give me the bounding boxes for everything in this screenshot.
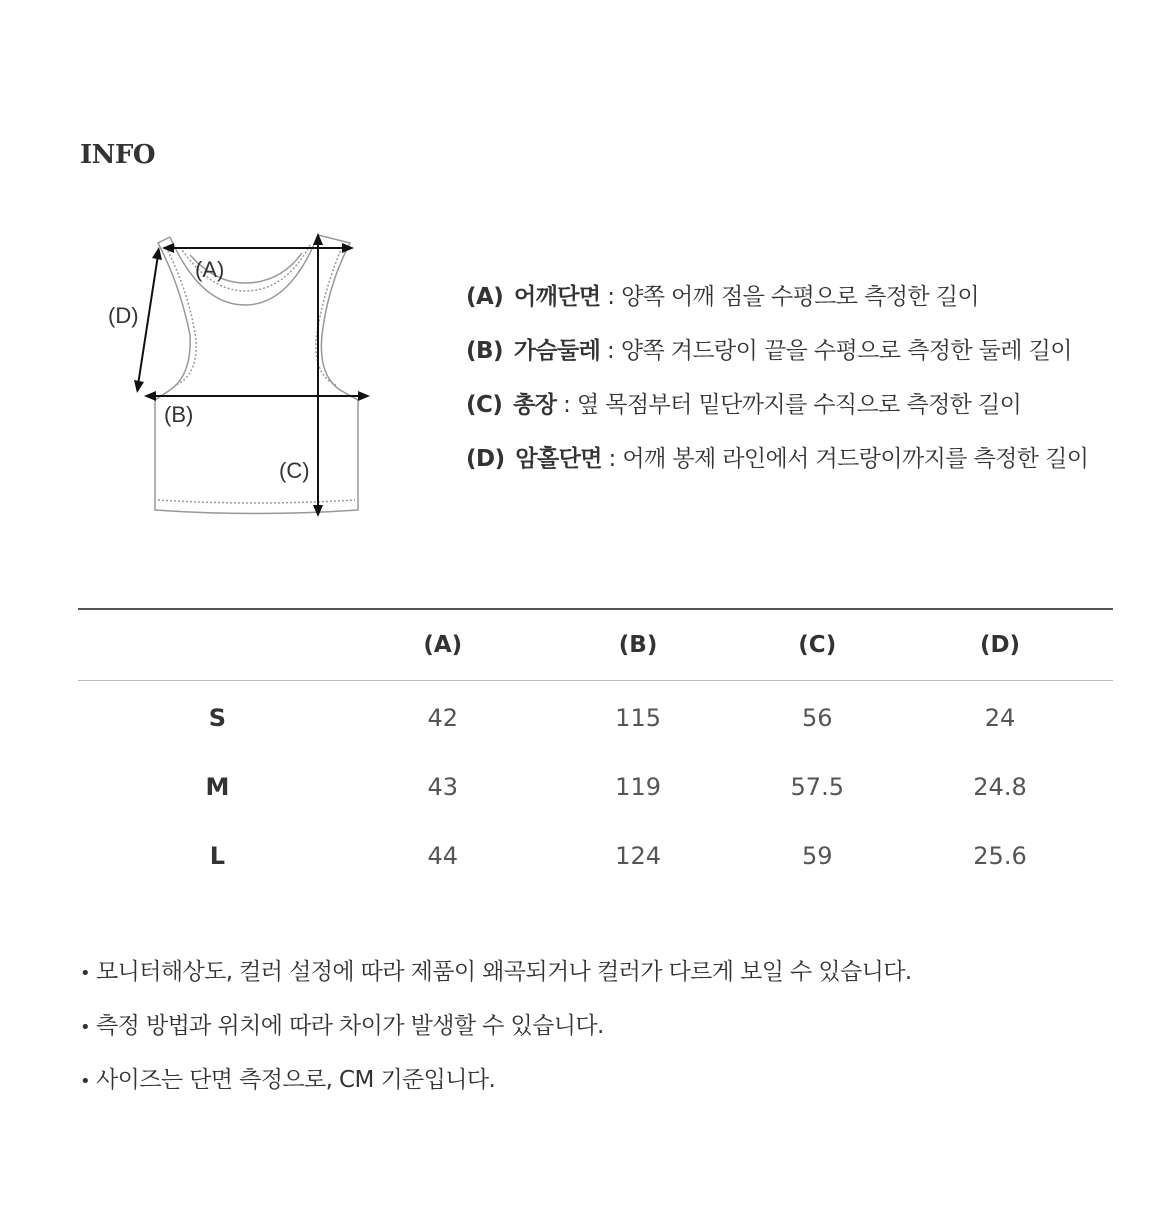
legend-key: (D) xyxy=(466,446,505,472)
header-b: (B) xyxy=(529,609,748,681)
note-item xyxy=(80,1004,1120,1058)
note-text: 측정 방법과 위치에 따라 차이가 발생할 수 있습니다. xyxy=(96,1013,604,1039)
value-cell-c: 56 xyxy=(801,703,833,732)
measurement-legend xyxy=(466,280,1146,496)
value-cell-b: 115 xyxy=(615,703,661,732)
info-title: INFO xyxy=(80,140,156,170)
value-cell-a: 44 xyxy=(427,841,459,870)
legend-label: 총장 xyxy=(513,392,557,418)
legend-description: : 양쪽 어깨 점을 수평으로 측정한 길이 xyxy=(607,284,979,310)
legend-label: 가슴둘레 xyxy=(513,338,601,364)
size-cell: S xyxy=(208,703,227,732)
value-cell-c: 57.5 xyxy=(790,772,844,801)
size-table-container xyxy=(78,608,1113,890)
diagram-label-c: (C) xyxy=(279,458,310,483)
legend-item-d xyxy=(466,442,1146,496)
measure-arrows xyxy=(134,233,370,517)
size-cell: M xyxy=(205,772,230,801)
value-cell-b: 119 xyxy=(615,772,661,801)
size-cell: L xyxy=(209,841,226,870)
bullet-icon: • xyxy=(80,1071,91,1092)
note-text: 사이즈는 단면 측정으로, CM 기준입니다. xyxy=(96,1067,496,1093)
diagram-label-a: (A) xyxy=(195,257,225,282)
note-text: 모니터해상도, 컬러 설정에 따라 제품이 왜곡되거나 컬러가 다르게 보일 수 있습니다. xyxy=(96,959,912,985)
legend-description: : 양쪽 겨드랑이 끝을 수평으로 측정한 둘레 길이 xyxy=(606,338,1072,364)
bullet-icon: • xyxy=(80,963,91,984)
legend-description: : 옆 목점부터 밑단까지를 수직으로 측정한 길이 xyxy=(563,392,1022,418)
value-cell-c: 59 xyxy=(801,841,833,870)
value-cell-a: 43 xyxy=(427,772,459,801)
header-d: (D) xyxy=(887,609,1113,681)
legend-description: : 어깨 봉제 라인에서 겨드랑이까지를 측정한 길이 xyxy=(608,446,1089,472)
table-row xyxy=(78,821,1113,890)
table-row xyxy=(78,752,1113,821)
header-size xyxy=(78,609,357,681)
diagram-label-b: (B) xyxy=(164,402,194,427)
value-cell-b: 124 xyxy=(615,841,661,870)
value-cell-d: 24 xyxy=(984,703,1016,732)
garment-measurement-diagram xyxy=(100,225,390,525)
header-a: (A) xyxy=(357,609,529,681)
legend-key: (C) xyxy=(466,392,503,418)
bullet-icon: • xyxy=(80,1017,91,1038)
legend-item-c xyxy=(466,388,1146,442)
legend-key: (A) xyxy=(466,284,504,310)
legend-item-a xyxy=(466,280,1146,334)
value-cell-d: 25.6 xyxy=(973,841,1027,870)
value-cell-a: 42 xyxy=(427,703,459,732)
header-c: (C) xyxy=(748,609,887,681)
value-cell-d: 24.8 xyxy=(973,772,1027,801)
legend-label: 암홀단면 xyxy=(515,446,602,472)
table-header-row xyxy=(78,609,1113,681)
diagram-label-d: (D) xyxy=(108,303,139,328)
note-item xyxy=(80,1058,1120,1112)
tank-top-outline xyxy=(155,235,358,514)
legend-key: (B) xyxy=(466,338,504,364)
table-row xyxy=(78,681,1113,753)
size-table xyxy=(78,608,1113,890)
note-item xyxy=(80,950,1120,1004)
notes-list xyxy=(80,950,1120,1112)
legend-label: 어깨단면 xyxy=(514,284,601,310)
legend-item-b xyxy=(466,334,1146,388)
